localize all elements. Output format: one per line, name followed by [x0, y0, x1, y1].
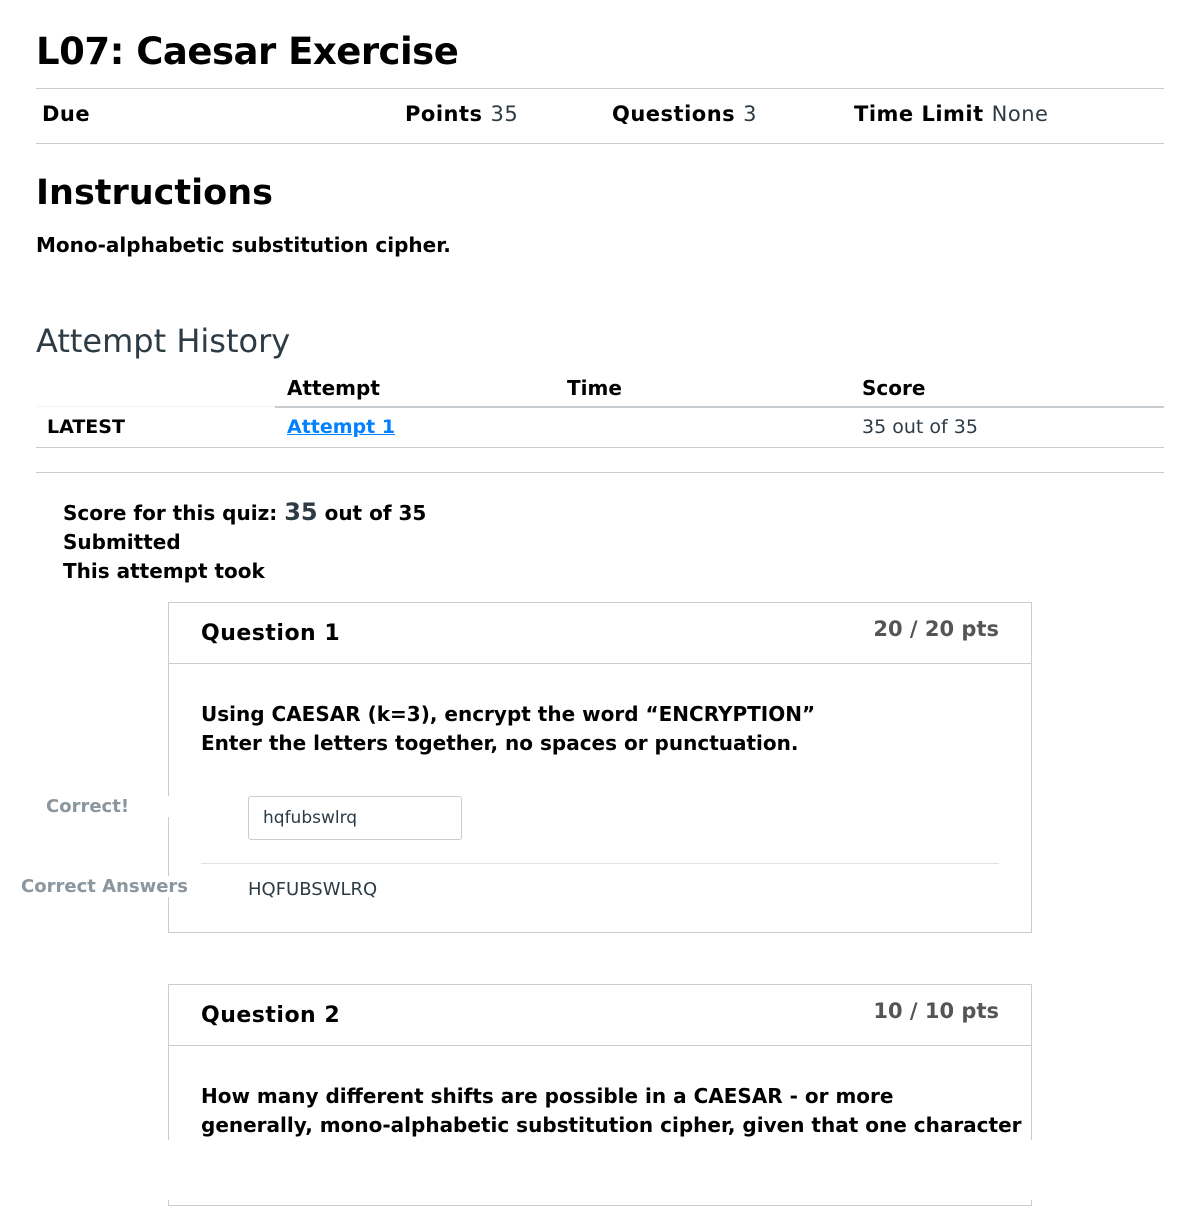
question-2-header — [169, 985, 1031, 1046]
time-limit-value: None — [991, 102, 1049, 126]
column-header-score: Score — [862, 376, 926, 400]
meta-points — [405, 102, 518, 126]
page-cutoff — [0, 1140, 1200, 1200]
attempt-score: 35 out of 35 — [862, 416, 978, 438]
questions-value: 3 — [743, 102, 758, 126]
points-label: Points — [405, 102, 483, 126]
question-1-answer-input[interactable]: hqfubswlrq — [248, 796, 462, 840]
correct-answers-label: Correct Answers — [21, 876, 194, 897]
instructions-text: Mono-alphabetic substitution cipher. — [36, 233, 451, 257]
meta-questions — [612, 102, 757, 126]
table-row-divider — [36, 447, 1164, 448]
correct-answers-label-clip — [0, 876, 194, 902]
score-label: Score for this quiz: — [63, 501, 278, 525]
header-divider-top — [36, 88, 1164, 89]
section-divider — [36, 472, 1164, 473]
page-title: L07: Caesar Exercise — [36, 30, 459, 73]
question-2-title: Question 2 — [201, 1003, 341, 1028]
column-header-time: Time — [567, 376, 622, 400]
attempt-1-link[interactable]: Attempt 1 — [287, 416, 396, 438]
attempt-duration: This attempt took — [63, 559, 265, 583]
question-2-points: 10 / 10 pts — [873, 999, 999, 1023]
question-1-text-line: Using CAESAR (k=3), encrypt the word “ENCRYPTION” — [201, 702, 816, 726]
question-1-correct-answer: HQFUBSWLRQ — [248, 879, 378, 900]
table-header-divider — [275, 406, 1164, 408]
meta-due — [42, 102, 98, 126]
question-1-answer-divider — [201, 863, 999, 864]
score-suffix: out of 35 — [324, 501, 427, 525]
due-label: Due — [42, 102, 91, 126]
latest-tag: LATEST — [47, 416, 125, 438]
question-2-text-line: generally, mono-alphabetic substitution cipher, given that one character — [201, 1113, 1022, 1137]
quiz-score — [63, 498, 426, 526]
header-divider-bottom — [36, 143, 1164, 144]
question-1-text — [201, 700, 815, 758]
meta-time-limit — [854, 102, 1048, 126]
question-1-header — [169, 603, 1031, 664]
correct-label: Correct! — [46, 796, 174, 817]
column-header-attempt: Attempt — [287, 376, 380, 400]
question-2-text-line: How many different shifts are possible in a CAESAR - or more — [201, 1084, 894, 1108]
question-1-points: 20 / 20 pts — [873, 617, 999, 641]
attempt-history-heading: Attempt History — [36, 322, 291, 360]
time-limit-label: Time Limit — [854, 102, 984, 126]
question-1-text-line: Enter the letters together, no spaces or punctuation. — [201, 731, 799, 755]
score-value: 35 — [284, 498, 318, 526]
submission-status: Submitted — [63, 530, 181, 554]
question-1-title: Question 1 — [201, 621, 341, 646]
question-2-text — [201, 1082, 1022, 1140]
points-value: 35 — [490, 102, 519, 126]
questions-label: Questions — [612, 102, 736, 126]
question-1-card — [168, 602, 1032, 933]
instructions-heading: Instructions — [36, 173, 273, 213]
